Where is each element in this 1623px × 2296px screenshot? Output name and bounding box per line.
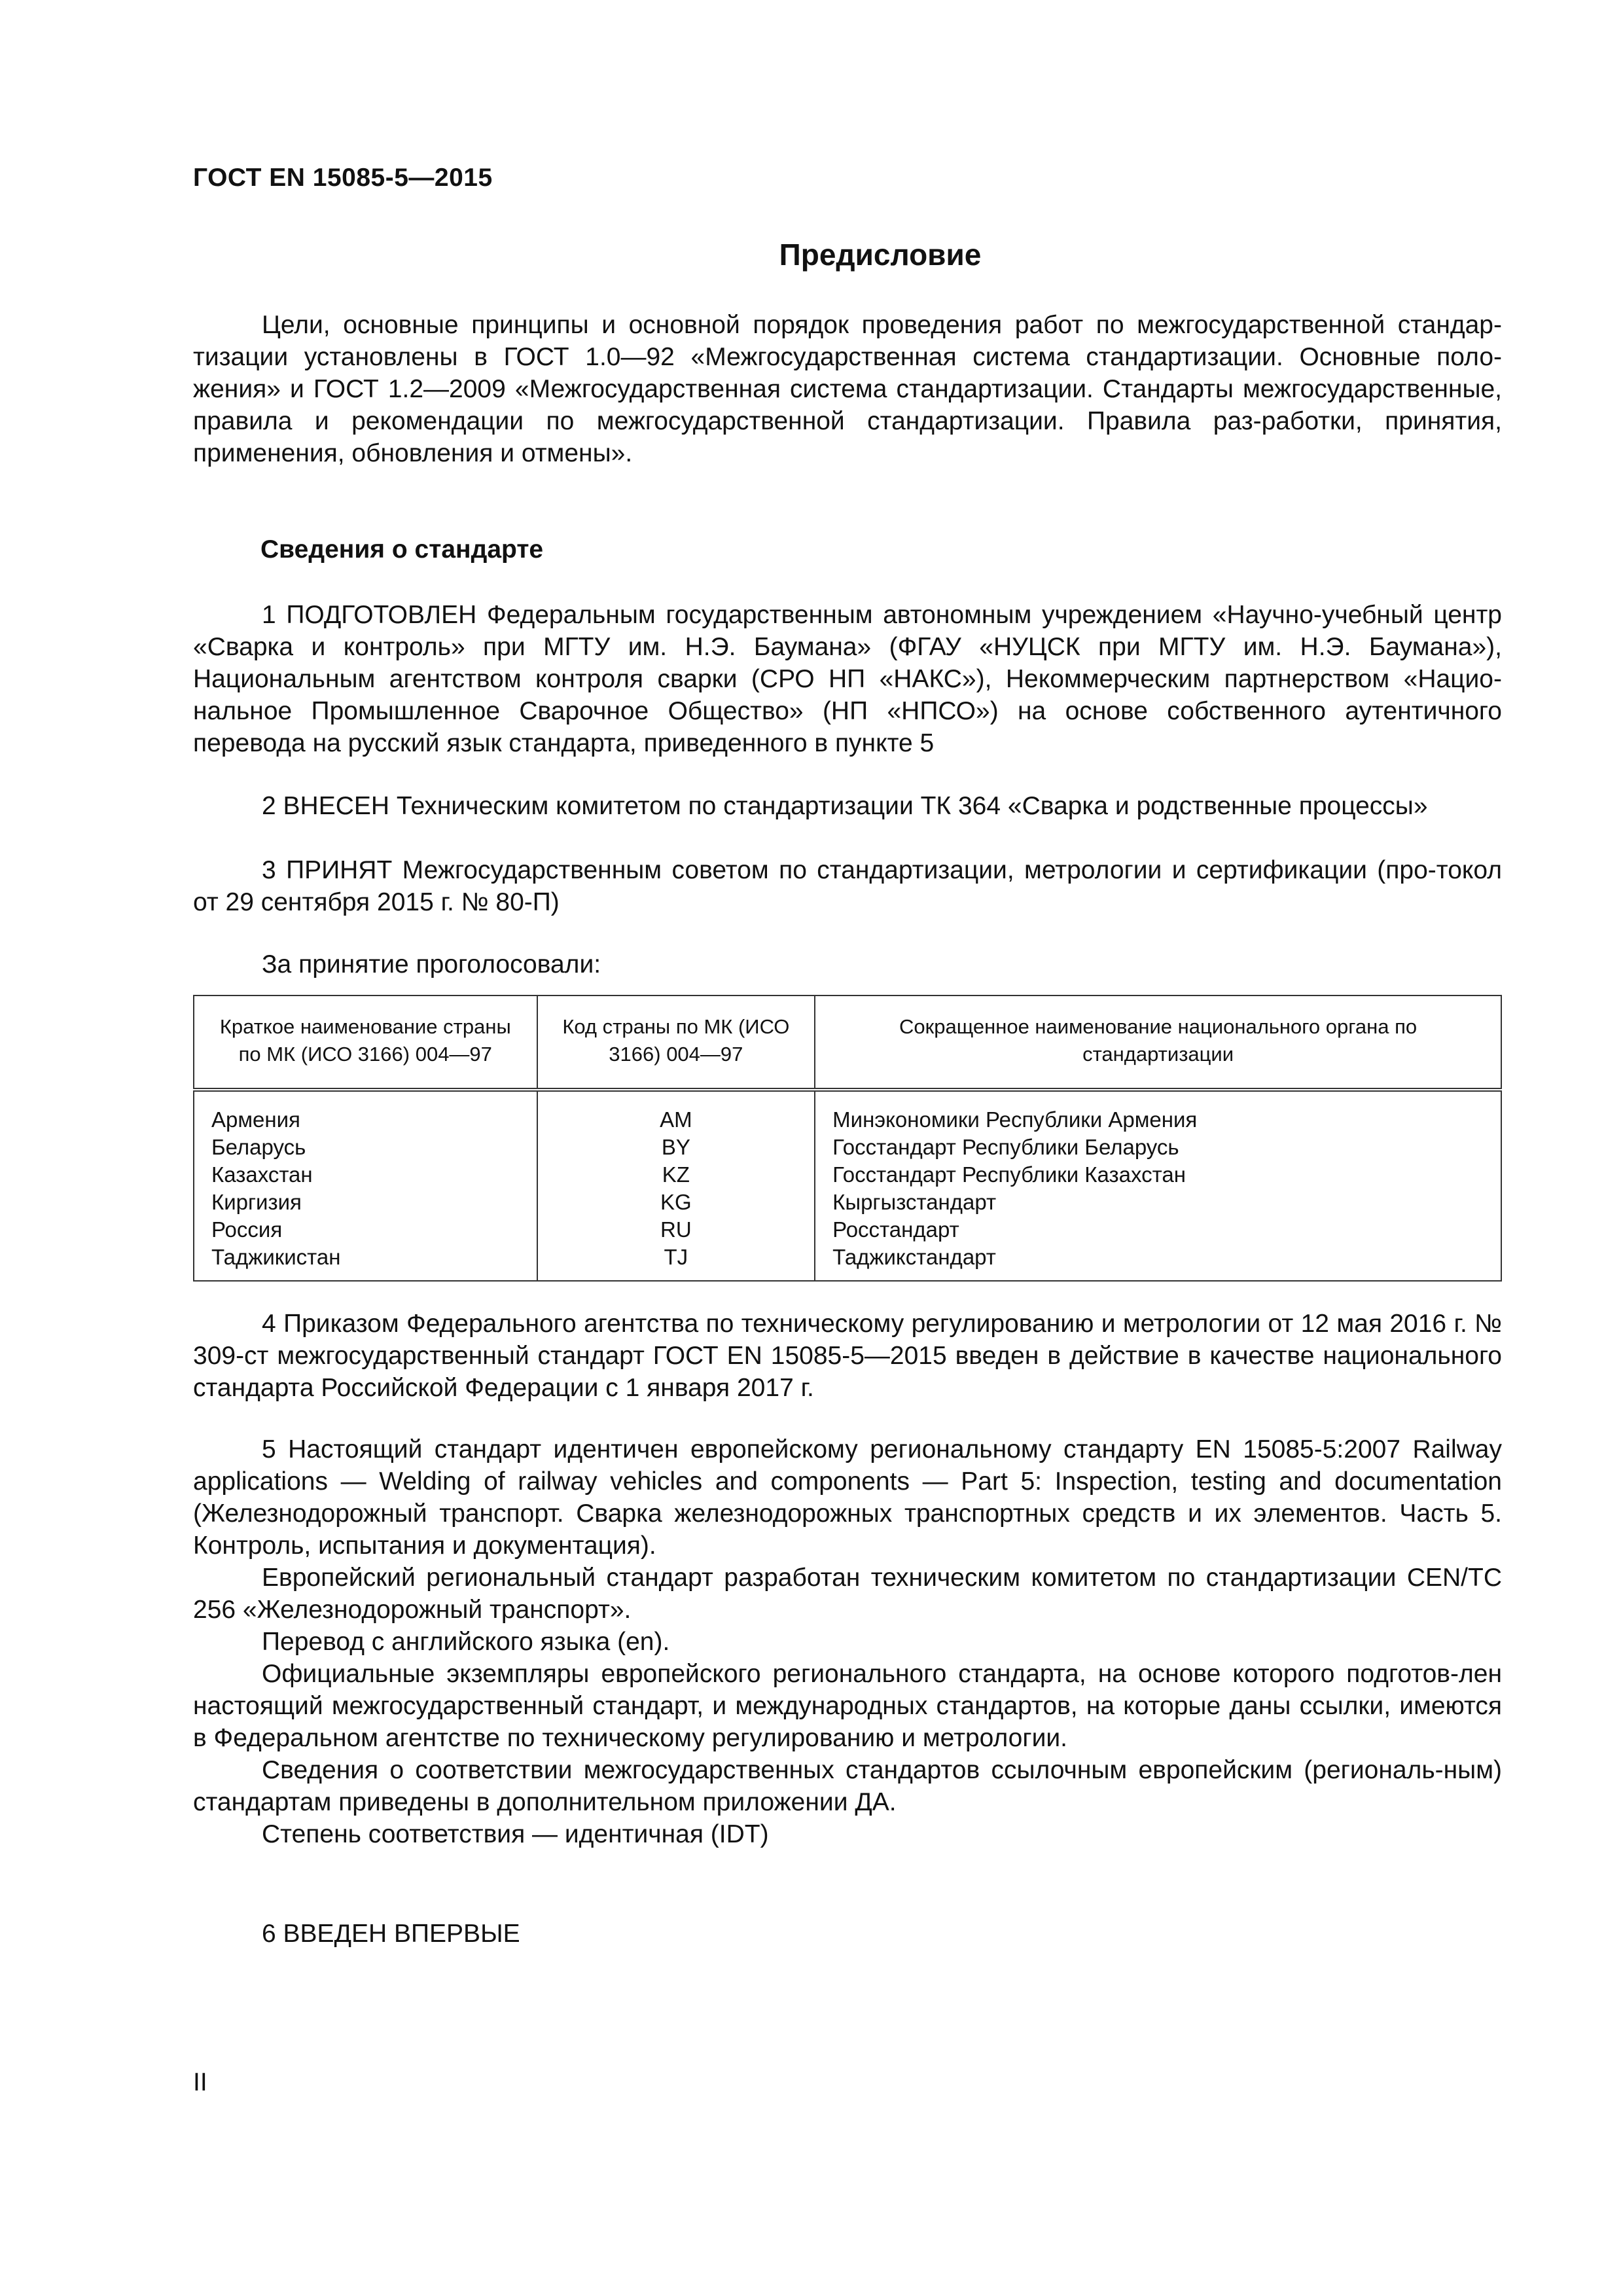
item-4-paragraph [193, 1308, 1502, 1404]
cell-body: Таджикстандарт [815, 1244, 1501, 1281]
cell-country: Армения [194, 1090, 537, 1134]
item-5-committee-text: Европейский региональный стандарт разработан техническим комитетом по стандартизации CEN/TC 256 «Железнодорожный транспорт». [193, 1564, 1502, 1624]
cell-body: Госстандарт Республики Беларусь [815, 1134, 1501, 1161]
cell-body: Кыргызстандарт [815, 1189, 1501, 1216]
cell-code: AM [537, 1090, 815, 1134]
intro-text: Цели, основные принципы и основной порядок проведения работ по межгосударственной стандар-тизации установлены в ГОСТ 1.0—92 «Межгосударственная система стандартизации. Основные поло-жения» и ГОСТ 1.2—2009 «Межгосударственная система стандартизации. Стандарты межгосударственные, правила и рекомендации по межгосударственной стандартизации. Правила раз-работки, принятия, применения, обновления и отмены». [193, 311, 1502, 467]
header-country: Краткое наименование страны по МК (ИСО 3166) 004—97 [194, 996, 537, 1090]
item-3-text: 3 ПРИНЯТ Межгосударственным советом по стандартизации, метрологии и сертификации (про-токол от 29 сентября 2015 г. № 80-П) [193, 856, 1502, 916]
table-row [194, 1189, 1501, 1216]
item-5-degree-text: Степень соответствия — идентичная (IDT) [262, 1820, 769, 1848]
item-1-text: 1 ПОДГОТОВЛЕН Федеральным государственным автономным учреждением «Научно-учебный центр «Сварка и контроль» при МГТУ им. Н.Э. Баумана» (ФГАУ «НУЦСК при МГТУ им. Н.Э. Баумана»), Национальным агентством контроля сварки (СРО НП «НАКС»), Некоммерческим партнерством «Нацио-нальное Промышленное Сварочное Общество» (НП «НПСО») на основе собственного аутентичного перевода на русский язык стандарта, приведенного в пункте 5 [193, 601, 1502, 757]
item-5-correspondence-paragraph [193, 1754, 1502, 1818]
table-row [194, 1244, 1501, 1281]
voting-table [193, 995, 1502, 1282]
cell-code: TJ [537, 1244, 815, 1281]
cell-country: Киргизия [194, 1189, 537, 1216]
cell-country: Беларусь [194, 1134, 537, 1161]
header-body: Сокращенное наименование национального органа по стандартизации [815, 996, 1501, 1090]
item-5-degree-paragraph [193, 1818, 1502, 1850]
cell-body: Росстандарт [815, 1216, 1501, 1244]
cell-country: Казахстан [194, 1161, 537, 1189]
item-2-paragraph [193, 790, 1502, 822]
item-5-text: 5 Настоящий стандарт идентичен европейскому региональному стандарту EN 15085-5:2007 Railway applications — Welding of railway vehicles and components — Part 5: Inspection, testing and documentation (Железнодорожный транспорт. Сварка железнодорожных транспортных средств и их элементов. Часть 5. Контроль, испытания и документация). [193, 1435, 1502, 1560]
item-6-text: 6 ВВЕДЕН ВПЕРВЫЕ [262, 1920, 520, 1948]
table-row [194, 1090, 1501, 1134]
table-row [194, 1134, 1501, 1161]
item-5-translation-paragraph [193, 1626, 1502, 1658]
header-code: Код страны по МК (ИСО 3166) 004—97 [537, 996, 815, 1090]
cell-country: Таджикистан [194, 1244, 537, 1281]
item-5-paragraph [193, 1433, 1502, 1562]
item-6-paragraph [193, 1918, 1502, 1950]
item-4-text: 4 Приказом Федерального агентства по техническому регулированию и метрологии от 12 мая 2016 г. № 309-ст межгосударственный стандарт ГОСТ EN 15085-5—2015 введен в действие в качестве национального стандарта Российской Федерации с 1 января 2017 г. [193, 1310, 1502, 1402]
cell-code: KZ [537, 1161, 815, 1189]
cell-code: KG [537, 1189, 815, 1216]
item-5-committee-paragraph [193, 1562, 1502, 1626]
cell-code: BY [537, 1134, 815, 1161]
vote-intro: За принятие проголосовали: [262, 950, 601, 978]
item-5-copies-text: Официальные экземпляры европейского регионального стандарта, на основе которого подготов-лен настоящий межгосударственный стандарт, и международных стандартов, на которые даны ссылки, имеются в Федеральном агентстве по техническому регулированию и метрологии. [193, 1660, 1502, 1752]
cell-code: RU [537, 1216, 815, 1244]
page-number: II [193, 2068, 207, 2096]
item-5-translation-text: Перевод с английского языка (en). [262, 1628, 670, 1656]
document-code: ГОСТ EN 15085-5—2015 [193, 164, 493, 192]
intro-paragraph [193, 309, 1502, 469]
cell-body: Минэкономики Республики Армения [815, 1090, 1501, 1134]
page-title: Предисловие [779, 238, 982, 272]
table-row [194, 1161, 1501, 1189]
item-3-paragraph [193, 854, 1502, 918]
cell-body: Госстандарт Республики Казахстан [815, 1161, 1501, 1189]
item-5-copies-paragraph [193, 1658, 1502, 1754]
table-row [194, 1216, 1501, 1244]
item-5-correspondence-text: Сведения о соответствии межгосударственных стандартов ссылочным европейским (региональ-ным) стандартам приведены в дополнительном приложении ДА. [193, 1756, 1502, 1816]
info-heading: Сведения о стандарте [260, 535, 544, 564]
cell-country: Россия [194, 1216, 537, 1244]
item-1-paragraph [193, 599, 1502, 759]
table-header-row [194, 996, 1501, 1090]
item-2-text: 2 ВНЕСЕН Техническим комитетом по стандартизации ТК 364 «Сварка и родственные процессы» [262, 792, 1428, 820]
